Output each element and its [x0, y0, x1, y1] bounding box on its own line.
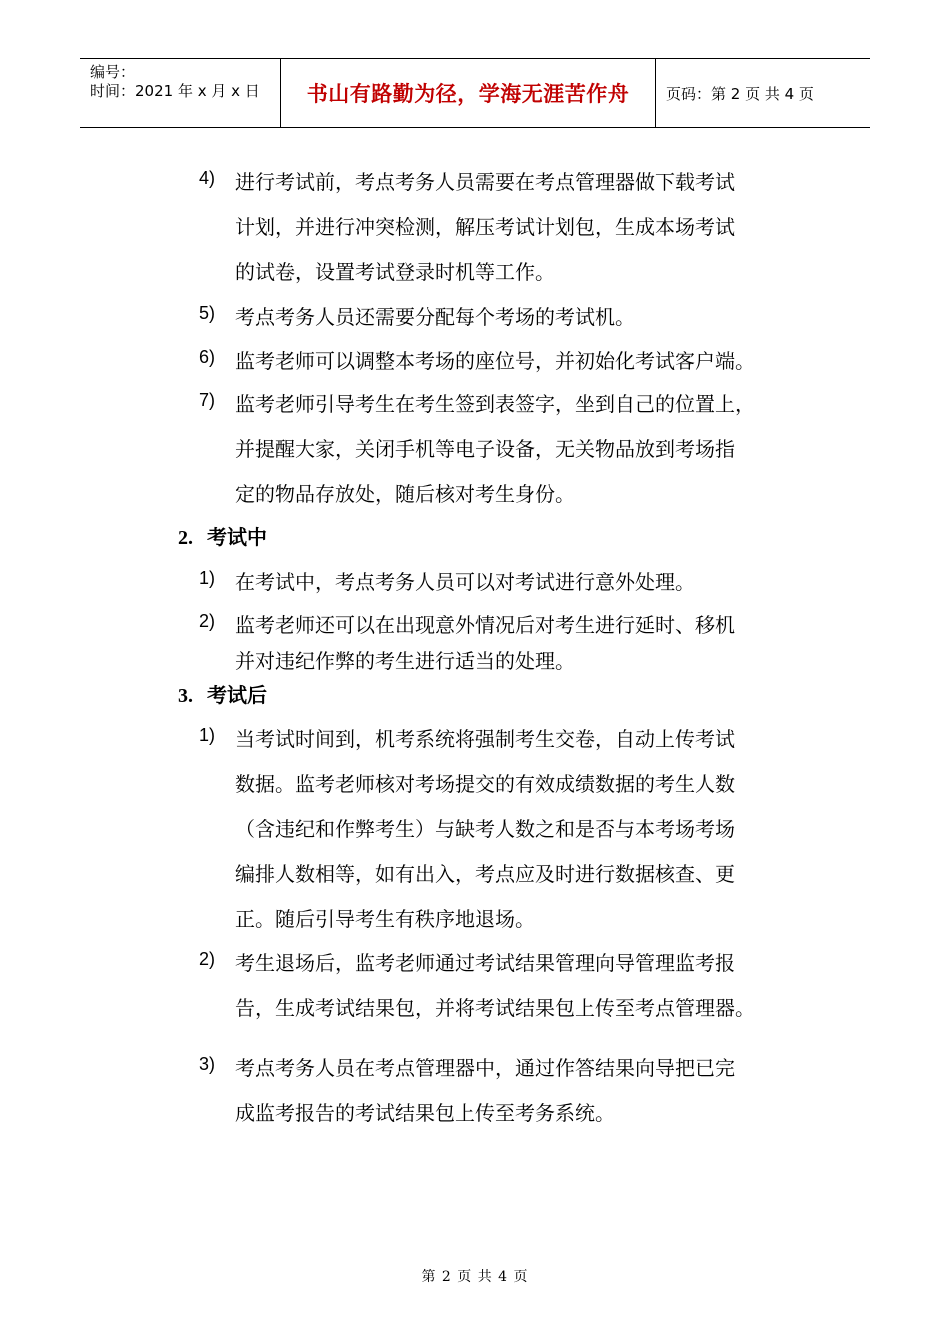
item-number: 6) — [199, 347, 216, 367]
item-number: 5) — [199, 303, 216, 323]
item-number: 2) — [199, 949, 216, 969]
item-line: （含违纪和作弊考生）与缺考人数之和是否与本考场考场 — [235, 817, 735, 841]
page-footer: 第 2 页 共 4 页 — [421, 1269, 529, 1285]
section-heading — [178, 521, 267, 550]
motto-cell — [281, 59, 656, 127]
document-header — [80, 58, 870, 128]
time-label: 时间：2021 年 x 月 x 日 — [90, 82, 260, 100]
item-number: 3) — [199, 1054, 216, 1074]
section-number: 3. — [178, 685, 193, 707]
item-line: 监考老师还可以在出现意外情况后对考生进行延时、移机 — [235, 613, 735, 637]
item-line: 监考老师可以调整本考场的座位号，并初始化考试客户端。 — [235, 349, 755, 373]
item-number: 7) — [199, 390, 216, 410]
motto-text: 书山有路勤为径，学海无涯苦作舟 — [306, 81, 630, 106]
item-line: 当考试时间到，机考系统将强制考生交卷，自动上传考试 — [235, 727, 735, 751]
section-heading — [178, 679, 267, 708]
item-line: 考点考务人员还需要分配每个考场的考试机。 — [235, 305, 635, 329]
header-meta-cell — [80, 59, 281, 127]
page-info-cell — [656, 59, 870, 127]
item-number: 1) — [199, 568, 216, 588]
item-line: 告，生成考试结果包，并将考试结果包上传至考点管理器。 — [235, 996, 755, 1020]
item-number: 2) — [199, 611, 216, 631]
item-number: 1) — [199, 725, 216, 745]
item-line: 进行考试前，考点考务人员需要在考点管理器做下载考试 — [235, 170, 735, 194]
section-number: 2. — [178, 527, 193, 549]
item-line: 监考老师引导考生在考生签到表签字，坐到自己的位置上， — [235, 392, 755, 416]
item-line: 计划，并进行冲突检测，解压考试计划包，生成本场考试 — [235, 215, 735, 239]
item-line: 考点考务人员在考点管理器中，通过作答结果向导把已完 — [235, 1056, 735, 1080]
number-label: 编号： — [90, 63, 136, 81]
item-number: 4) — [199, 168, 216, 188]
item-line: 正。随后引导考生有秩序地退场。 — [235, 907, 535, 931]
item-line: 定的物品存放处，随后核对考生身份。 — [235, 482, 575, 506]
section-title: 考试后 — [207, 683, 267, 707]
item-line: 数据。监考老师核对考场提交的有效成绩数据的考生人数 — [235, 772, 735, 796]
page-info-text: 页码：第 2 页 共 4 页 — [666, 84, 814, 103]
item-line: 编排人数相等，如有出入，考点应及时进行数据核查、更 — [235, 862, 735, 886]
item-line: 成监考报告的考试结果包上传至考务系统。 — [235, 1101, 615, 1125]
item-line: 并提醒大家，关闭手机等电子设备，无关物品放到考场指 — [235, 437, 735, 461]
item-line: 考生退场后，监考老师通过考试结果管理向导管理监考报 — [235, 951, 735, 975]
item-line: 的试卷，设置考试登录时机等工作。 — [235, 260, 555, 284]
item-line: 并对违纪作弊的考生进行适当的处理。 — [235, 649, 575, 673]
item-line: 在考试中，考点考务人员可以对考试进行意外处理。 — [235, 570, 695, 594]
section-title: 考试中 — [207, 525, 267, 549]
